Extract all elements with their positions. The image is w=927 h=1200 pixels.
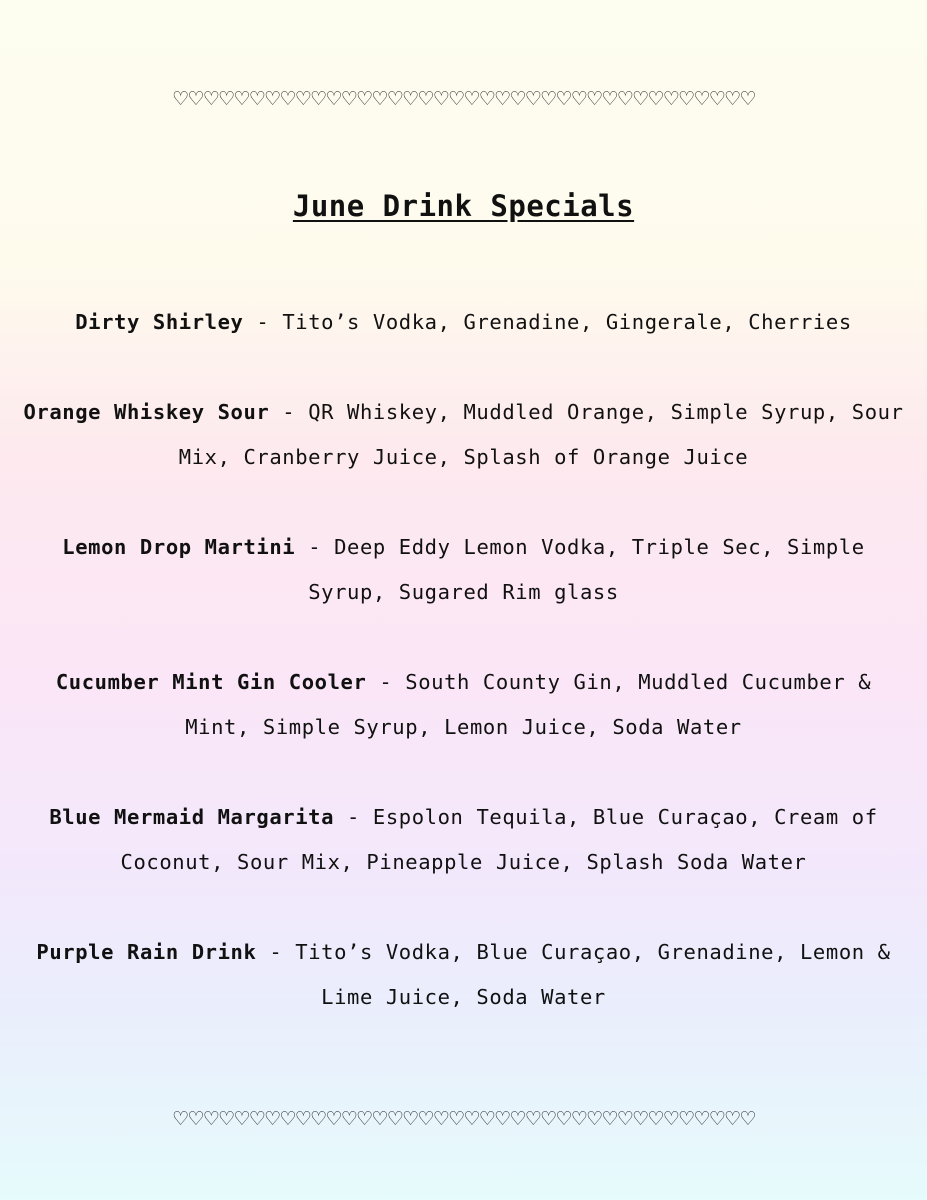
drink-ingredients: Tito’s Vodka, Blue Curaçao, Grenadine, Lemon & Lime Juice, Soda Water <box>295 940 891 1009</box>
bottom-hearts-border: ♡♡♡♡♡♡♡♡♡♡♡♡♡♡♡♡♡♡♡♡♡♡♡♡♡♡♡♡♡♡♡♡♡♡♡♡♡♡ <box>172 1108 755 1130</box>
drink-item-dirty-shirley <box>20 300 907 345</box>
drink-ingredients: QR Whiskey, Muddled Orange, Simple Syrup, Sour Mix, Cranberry Juice, Splash of Orange Juice <box>178 400 904 469</box>
drink-ingredients: Deep Eddy Lemon Vodka, Triple Sec, Simple Syrup, Sugared Rim glass <box>308 535 865 604</box>
drink-item-cucumber-mint-gin-cooler <box>20 660 907 750</box>
drink-ingredients: Espolon Tequila, Blue Curaçao, Cream of Coconut, Sour Mix, Pineapple Juice, Splash Soda Water <box>120 805 878 874</box>
drink-name: Purple Rain Drink <box>36 940 257 964</box>
drink-item-purple-rain-drink <box>20 930 907 1020</box>
drink-name: Cucumber Mint Gin Cooler <box>55 670 367 694</box>
drinks-list <box>20 300 907 1065</box>
drink-item-orange-whiskey-sour <box>20 390 907 480</box>
drink-ingredients: South County Gin, Muddled Cucumber & Mint, Simple Syrup, Lemon Juice, Soda Water <box>185 670 872 739</box>
drink-separator: - <box>295 535 335 559</box>
drink-item-lemon-drop-martini <box>20 525 907 615</box>
drink-separator: - <box>243 310 283 334</box>
drink-item-blue-mermaid-margarita <box>20 795 907 885</box>
drink-name: Blue Mermaid Margarita <box>49 805 335 829</box>
top-hearts-border: ♡♡♡♡♡♡♡♡♡♡♡♡♡♡♡♡♡♡♡♡♡♡♡♡♡♡♡♡♡♡♡♡♡♡♡♡♡♡ <box>172 88 755 110</box>
drink-name: Lemon Drop Martini <box>62 535 296 559</box>
drink-separator: - <box>256 940 296 964</box>
drink-separator: - <box>269 400 309 424</box>
drink-separator: - <box>366 670 406 694</box>
drink-name: Dirty Shirley <box>75 310 244 334</box>
menu-title: June Drink Specials <box>292 189 635 223</box>
drink-name: Orange Whiskey Sour <box>23 400 270 424</box>
drink-ingredients: Tito’s Vodka, Grenadine, Gingerale, Cherries <box>282 310 852 334</box>
drink-separator: - <box>334 805 373 829</box>
